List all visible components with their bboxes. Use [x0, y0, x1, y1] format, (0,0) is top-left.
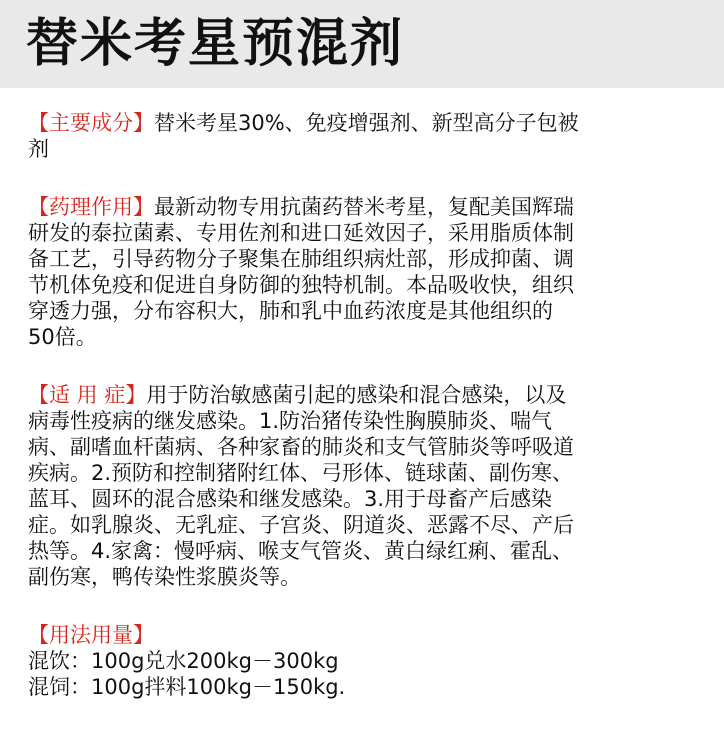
section-line: 副伤寒，鸭传染性浆膜炎等。	[28, 565, 301, 589]
section-heading: 【用法用量】	[28, 623, 154, 647]
document-body	[28, 110, 696, 700]
section-heading-line	[28, 622, 696, 648]
section-line: 疾病。2.预防和控制猪附红体、弓形体、链球菌、副伤寒、	[28, 461, 574, 485]
section-line	[28, 194, 696, 220]
section-indications	[28, 382, 696, 590]
section-line: 备工艺，引导药物分子聚集在肺组织病灶部，形成抑菌、调	[28, 247, 574, 271]
section-text: 用于防治敏感菌引起的感染和混合感染，以及	[146, 383, 567, 407]
section-line: 病、副嗜血杆菌病、各种家畜的肺炎和支气管肺炎等呼吸道	[28, 435, 574, 459]
section-line: 节机体免疫和促进自身防御的独特机制。本品吸收快，组织	[28, 273, 574, 297]
section-line: 混饲：100g拌料100kg－150kg.	[28, 675, 346, 699]
section-pharmacology	[28, 194, 696, 350]
section-line: 混饮：100g兑水200kg－300kg	[28, 649, 339, 673]
section-dosage	[28, 622, 696, 700]
section-heading: 【适 用 症】	[28, 383, 147, 407]
page-title: 替米考星预混剂	[26, 14, 405, 74]
section-line	[28, 382, 696, 408]
section-line: 50倍。	[28, 325, 97, 349]
section-line: 病毒性疫病的继发感染。1.防治猪传染性胸膜肺炎、喘气	[28, 409, 553, 433]
section-line: 研发的泰拉菌素、专用佐剂和进口延效因子，采用脂质体制	[28, 221, 574, 245]
section-heading: 【药理作用】	[28, 195, 154, 219]
section-line: 穿透力强，分布容积大，肺和乳中血药浓度是其他组织的	[28, 299, 553, 323]
section-heading: 【主要成分】	[28, 111, 154, 135]
section-line: 蓝耳、圆环的混合感染和继发感染。3.用于母畜产后感染	[28, 487, 553, 511]
section-text: 替米考星30%、免疫增强剂、新型高分子包被	[154, 111, 579, 135]
section-line: 症。如乳腺炎、无乳症、子宫炎、阴道炎、恶露不尽、产后	[28, 513, 574, 537]
section-line: 热等。4.家禽：慢呼病、喉支气管炎、黄白绿红痢、霍乱、	[28, 539, 574, 563]
section-text: 最新动物专用抗菌药替米考星，复配美国辉瑞	[154, 195, 574, 219]
title-banner	[0, 0, 724, 88]
section-line	[28, 110, 696, 136]
section-line: 剂	[28, 137, 49, 161]
section-ingredients	[28, 110, 696, 162]
